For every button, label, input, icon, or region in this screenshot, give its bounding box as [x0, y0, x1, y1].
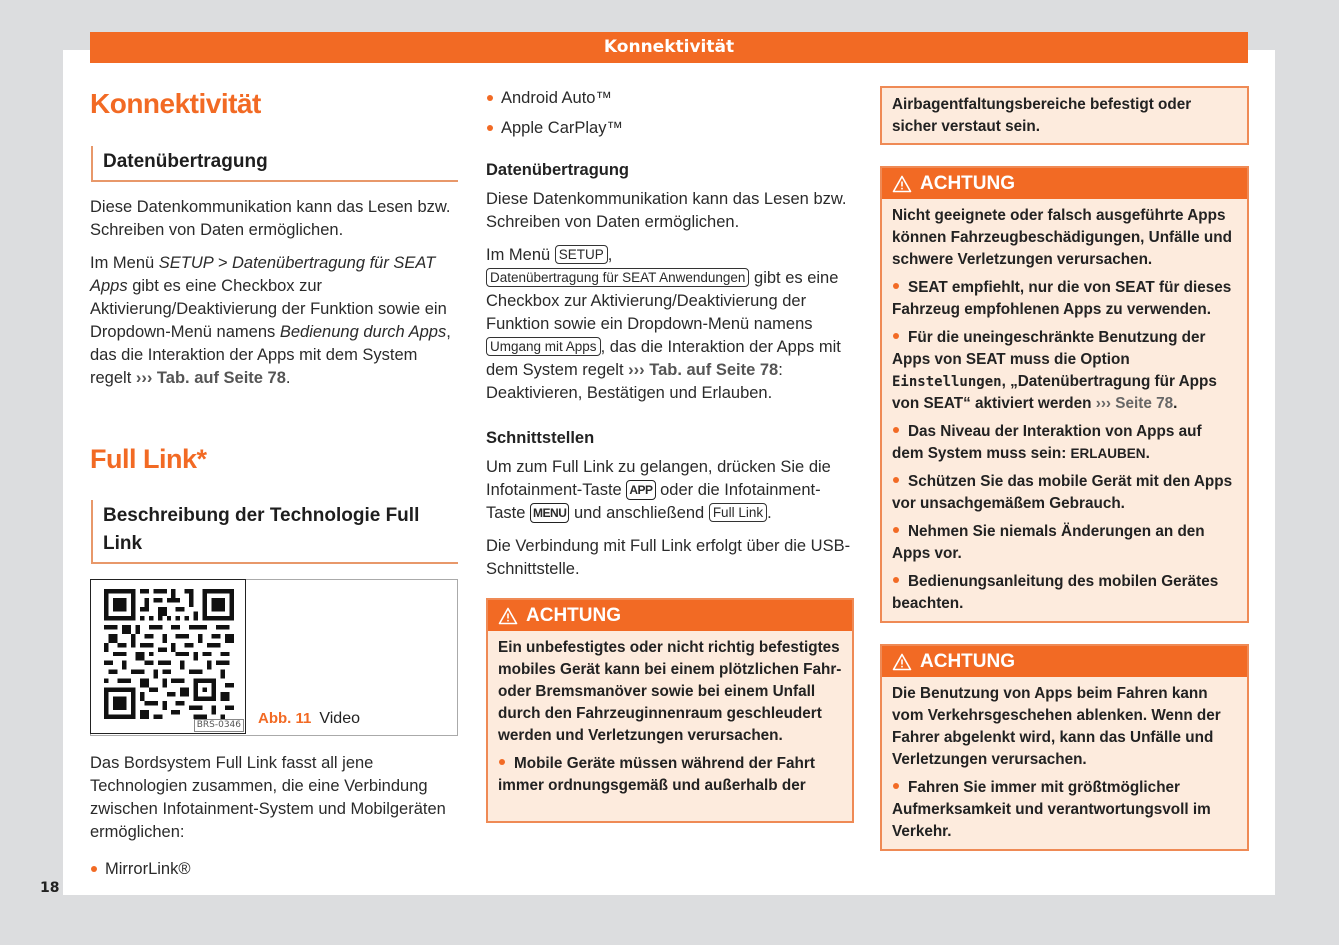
bullet-icon — [893, 527, 899, 533]
menu-key-full-link[interactable]: Full Link — [709, 503, 767, 522]
list-item: MirrorLink® — [90, 854, 458, 884]
column-3 — [880, 86, 1249, 851]
menu-path: SETUP > Datenübertragung für SEAT Apps — [90, 254, 436, 295]
list-item: Android Auto™ — [486, 83, 854, 113]
warning-body: Ein unbefestigtes oder nicht richtig befestigtes mobiles Gerät kann bei einem plötzlichen Fahr- oder Bremsmanöver sowie bei einem Unfall durch den Fahrzeuginnenraum geschleudert werden und Verletzungen verursachen. Mobile Geräte müssen während der Fahrt immer ordnungsgemäß und außerhalb der — [488, 631, 852, 809]
warning-triangle-icon — [892, 653, 912, 671]
warning-body: Nicht geeignete oder falsch ausgeführte Apps können Fahrzeugbeschädigungen, Unfälle und schwere Verletzungen verursachen. SEAT empfiehlt, nur die von SEAT für dieses Fahrzeug empfohlenen Apps zu verwenden. Für die uneingeschränkte Benutzung der Apps von SEAT muss die Option Einstellungen, „Datenübertragung für Apps von SEAT“ aktiviert werden ››› Seite 78. Das Niveau der Interaktion von Apps auf dem System muss sein: ERLAUBEN. Schützen Sie das mobile Gerät mit den Apps vor unsachgemäßem Gebrauch. Nehmen Sie niemals Änderungen an den Apps vor. Bedienungsanleitung des mobilen Gerätes beachten. — [882, 199, 1247, 621]
warning-box — [880, 166, 1249, 623]
column-2 — [486, 86, 854, 823]
figure-label: Abb. 11 — [258, 710, 312, 727]
table-reference-link[interactable]: ››› Tab. auf Seite 78 — [628, 361, 779, 379]
qr-code-frame[interactable] — [90, 579, 246, 734]
warning-bullet: Mobile Geräte müssen während der Fahrt immer ordnungsgemäß und außerhalb der — [498, 755, 815, 794]
warning-header: ACHTUNG — [882, 168, 1247, 199]
qr-code-icon — [104, 589, 234, 719]
warning-bullet: Nehmen Sie niemals Änderungen an den Apps vor. — [892, 523, 1205, 562]
paragraph: Diese Datenkommunikation kann das Lesen bzw. Schreiben von Daten ermöglichen. — [486, 190, 847, 231]
menu-key-datenuebertragung[interactable]: Datenübertragung für SEAT Anwendungen — [486, 268, 749, 287]
warning-bullet: Fahren Sie immer mit größtmöglicher Aufmerksamkeit und verantwortungsvoll im Verkehr. — [892, 779, 1211, 840]
bullet-icon — [893, 333, 899, 339]
bullet-list — [90, 854, 458, 884]
warning-box-continued: Airbagentfaltungsbereiche befestigt oder sicher verstaut sein. — [880, 86, 1249, 145]
bullet-icon — [893, 283, 899, 289]
menu-key-umgang-mit-apps[interactable]: Umgang mit Apps — [486, 337, 601, 356]
menu-name: Bedienung durch Apps — [279, 323, 447, 341]
bullet-icon — [487, 125, 493, 131]
warning-header: ACHTUNG — [488, 600, 852, 631]
chapter-title: Konnektivität — [90, 88, 261, 119]
warning-bullet: Für die uneingeschränkte Benutzung der Apps von SEAT muss die Option Einstellungen, „Datenübertragung für Apps von SEAT“ aktiviert werden ››› Seite 78. — [892, 329, 1217, 412]
option-name: Einstellungen — [892, 374, 1002, 390]
figure-container — [90, 579, 458, 737]
bullet-icon — [487, 95, 493, 101]
bullet-icon — [893, 427, 899, 433]
section-heading-datenuebertragung: Datenübertragung — [91, 146, 458, 182]
warning-header: ACHTUNG — [882, 646, 1247, 677]
subheading-datenuebertragung: Datenübertragung — [486, 161, 630, 179]
paragraph: Um zum Full Link zu gelangen, drücken Sie die Infotainment-Taste APP oder die Infotainment-Taste MENU und anschließend Full Link . — [486, 458, 831, 522]
warning-box — [880, 644, 1249, 851]
bullet-icon — [91, 866, 97, 872]
warning-bullet: Schützen Sie das mobile Gerät mit den Apps vor unsachgemäßem Gebrauch. — [892, 473, 1233, 512]
warning-triangle-icon — [498, 607, 518, 625]
page-reference-link[interactable]: ››› Seite 78 — [1095, 395, 1174, 412]
warning-triangle-icon — [892, 175, 912, 193]
figure-abb-11 — [90, 579, 458, 736]
subheading-schnittstellen: Schnittstellen — [486, 429, 595, 447]
section-title-full-link: Full Link* — [90, 444, 207, 474]
bullet-icon — [893, 783, 899, 789]
warning-bullet: SEAT empfiehlt, nur die von SEAT für dieses Fahrzeug empfohlenen Apps zu verwenden. — [892, 279, 1232, 318]
bullet-list — [486, 83, 854, 143]
figure-caption — [258, 710, 360, 728]
figure-caption-text: Video — [319, 710, 360, 727]
warning-box — [486, 598, 854, 823]
section-heading-beschreibung: Beschreibung der Technologie Full Link — [91, 500, 458, 564]
column-1 — [90, 86, 458, 884]
option-value: ERLAUBEN — [1070, 446, 1146, 461]
paragraph: Im Menü SETUP , Datenübertragung für SEAT Anwendungen gibt es eine Checkbox zur Aktivierung/Deaktivierung der Funktion sowie ein Dropdown-Menü namens Umgang mit Apps , das die Interaktion der Apps mit dem System regelt ››› Tab. auf Seite 78: Deaktivieren, Bestätigen und Erlauben. — [486, 246, 841, 402]
warning-bullet: Das Niveau der Interaktion von Apps auf dem System muss sein: ERLAUBEN. — [892, 423, 1202, 462]
warning-body: Die Benutzung von Apps beim Fahren kann vom Verkehrsgeschehen ablenken. Wenn der Fahrer abgelenkt wird, kann das Unfälle und Verletzungen verursachen. Fahren Sie immer mit größtmöglicher Aufmerksamkeit und verantwortungsvoll im Verkehr. — [882, 677, 1247, 849]
menu-key-button[interactable]: MENU — [530, 503, 569, 523]
figure-code: BRS-0346 — [194, 719, 244, 732]
bullet-icon — [893, 577, 899, 583]
bullet-icon — [499, 759, 505, 765]
paragraph: Diese Datenkommunikation kann das Lesen bzw. Schreiben von Daten ermöglichen. — [90, 198, 451, 239]
running-header: Konnektivität — [90, 32, 1248, 63]
list-item: Apple CarPlay™ — [486, 113, 854, 143]
paragraph: Im Menü SETUP > Datenübertragung für SEAT Apps gibt es eine Checkbox zur Aktivierung/Deaktivierung der Funktion sowie ein Dropdown-Menü namens Bedienung durch Apps, das die Interaktion der Apps mit dem System regelt ››› Tab. auf Seite 78. — [90, 254, 451, 387]
page-number: 18 — [40, 880, 60, 896]
app-key-button[interactable]: APP — [626, 480, 655, 500]
menu-key-setup[interactable]: SETUP — [555, 245, 608, 264]
paragraph: Die Verbindung mit Full Link erfolgt über die USB-Schnittstelle. — [486, 537, 851, 578]
bullet-icon — [893, 477, 899, 483]
paragraph: Das Bordsystem Full Link fasst all jene Technologien zusammen, die eine Verbindung zwischen Infotainment-System und Mobilgeräten ermöglichen: — [90, 754, 446, 841]
table-reference-link[interactable]: ››› Tab. auf Seite 78 — [135, 369, 286, 387]
warning-bullet: Bedienungsanleitung des mobilen Gerätes beachten. — [892, 573, 1219, 612]
